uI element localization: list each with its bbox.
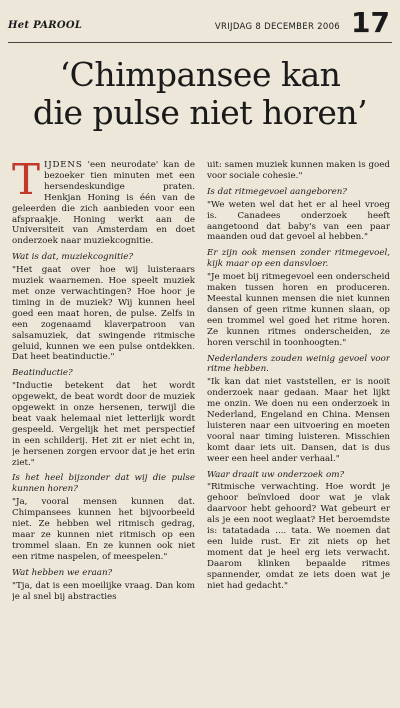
interview-question: Nederlanders zouden weinig gevoel voor ritme hebben. [207, 353, 390, 375]
article-intro [12, 160, 195, 247]
interview-question: Waar draait uw onderzoek om? [207, 469, 345, 480]
intro-lead-caps: IJDENS [44, 160, 83, 170]
masthead [8, 4, 392, 43]
interview-answer: "Ja, vooral mensen kunnen dat. Chimpansees kunnen het bijvoorbeeld niet. Ze hebben wel ritmisch gedrag, maar ze kunnen niet ritmisch op een trommel slaan. En ze kunnen ook niet een ritme naspelen, of meespelen." [12, 497, 195, 562]
interview-question: Wat hebben we eraan? [12, 567, 113, 578]
article-column-1 [12, 160, 195, 704]
interview-answer: "Inductie betekent dat het wordt opgewekt, de beat wordt door de muziek opgewekt in onze hersenen, terwijl die beat vaak helemaal niet letterlijk wordt gespeeld. Vergelijk het met perspectief in een schilderij. Het zit er niet echt in, je hersenen zorgen ervoor dat je het erin ziet." [12, 381, 195, 468]
intro-text: 'een neurodate' kan de bezoeker tien minuten met een hersendeskundige praten. Henkjan Honing is één van de geleerden die zich aanbieden voor een afspraakje. Honing werkt aan de Universiteit van Amsterdam en doet onderzoek naar muziekcognitie. [12, 160, 195, 247]
interview-question: Is het heel bijzonder dat wij die pulse kunnen horen? [12, 473, 195, 495]
interview-answer: uit: samen muziek kunnen maken is goed voor sociale cohesie." [207, 160, 390, 181]
issue-date: VRIJDAG 8 DECEMBER 2006 [214, 22, 340, 32]
drop-cap: T [12, 160, 41, 204]
article-headline [8, 56, 392, 132]
interview-question: Er zijn ook mensen zonder ritmegevoel, kijk maar op een dansvloer. [207, 248, 390, 270]
headline-line-2: die pulse niet horen’ [32, 93, 368, 132]
interview-answer: "Tja, dat is een moeilijke vraag. Dan kom je al snel bij abstracties [12, 580, 195, 602]
interview-answer: "Je moet bij ritmegevoel een onderscheid maken tussen horen en produceren. Meestal kunnen mensen die niet kunnen dansen of geen ritme kunnen slaan, op een trommel wel goed het ritme horen. Ze kunnen ritmes onderscheiden, ze horen verschil in toonhoogten." [207, 272, 390, 348]
interview-answer: "Ritmische verwachting. Hoe wordt je gehoor beïnvloed door wat je vlak daarvoor hebt gehoord? Wat gebeurt er als je een noot weglaat? Het beroemdste is: tatatadada .... tata. We noemen dat een luide rust. Er zit niets op het moment dat je heel erg iets verwacht. Daarom klinken bepaalde ritmes spannender, omdat ze iets doen wat je niet had gedacht." [207, 482, 390, 591]
article-body [12, 160, 390, 704]
interview-question: Wat is dat, muziekcognitie? [12, 252, 134, 263]
page-number: 17 [351, 6, 390, 39]
interview-answer: "We weten wel dat het er al heel vroeg is. Canadees onderzoek heeft aangetoond dat baby's van een paar maanden oud dat gevoel al hebben." [207, 199, 390, 243]
interview-question: Beatinductie? [12, 368, 73, 379]
headline-line-1: ‘Chimpansee kan [59, 55, 341, 94]
interview-answer: "Het gaat over hoe wij luisteraars muziek waarnemen. Hoe speelt muziek met onze verwachtingen? Hoe hoor je timing in de muziek? Wij kunnen heel goed een maat horen, de pulse. Zelfs in een zogenaamd klaverpatroon van salsamuziek, dat swingende ritmische geluid, kunnen we een pulse ontdekken. Dat heet beatinductie." [12, 265, 195, 363]
paper-name: Het PAROOL [8, 20, 83, 31]
interview-question: Is dat ritmegevoel aangeboren? [207, 186, 347, 197]
interview-answer: "Ik kan dat niet vaststellen, er is nooit onderzoek naar gedaan. Maar het lijkt me onzin. We doen nu een onderzoek in Nederland, Engeland en China. Mensen luisteren naar een uitvoering en moeten vooral naar timing luisteren. Misschien komt daar iets uit. Dansen, dat is dus weer een heel ander verhaal." [207, 377, 390, 464]
article-column-2 [207, 160, 390, 704]
